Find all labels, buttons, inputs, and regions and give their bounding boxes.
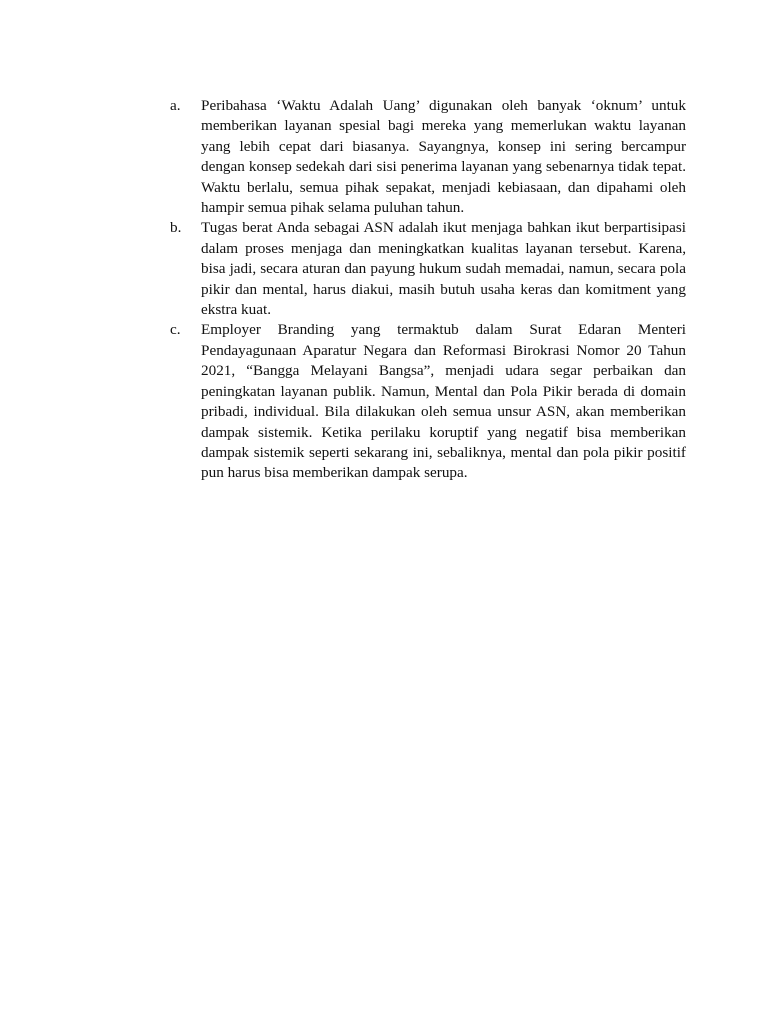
list-marker: c. xyxy=(170,321,181,339)
paragraph-text: Tugas berat Anda sebagai ASN adalah ikut menjaga bahkan ikut berpartisipasi dalam proses menjaga dan meningkatkan kualitas layanan tersebut. Karena, bisa jadi, secara aturan dan payung hukum sudah memadai, namun, secara pola pikir dan mental, harus diakui, masih butuh usaha keras dan komitment yang ekstra kuat. xyxy=(201,219,686,319)
list-item-a xyxy=(170,96,686,218)
list-item-c xyxy=(170,320,686,483)
list-marker: b. xyxy=(170,219,182,237)
lettered-list xyxy=(170,96,686,484)
paragraph-text: Employer Branding yang termaktub dalam Surat Edaran Menteri Pendayagunaan Aparatur Negara dan Reformasi Birokrasi Nomor 20 Tahun 2021, “Bangga Melayani Bangsa”, menjadi udara segar perbaikan dan peningkatan layanan publik. Namun, Mental dan Pola Pikir berada di domain pribadi, individual. Bila dilakukan oleh semua unsur ASN, akan memberikan dampak sistemik. Ketika perilaku koruptif yang negatif bisa memberikan dampak sistemik seperti sekarang ini, sebaliknya, mental dan pola pikir positif pun harus bisa memberikan dampak serupa. xyxy=(201,321,686,482)
list-item-b xyxy=(170,218,686,320)
paragraph-text: Peribahasa ‘Waktu Adalah Uang’ digunakan oleh banyak ‘oknum’ untuk memberikan layanan spesial bagi mereka yang memerlukan waktu layanan yang lebih cepat dari biasanya. Sayangnya, konsep ini sering bercampur dengan konsep sedekah dari sisi penerima layanan yang sebenarnya tidak tepat. Waktu berlalu, semua pihak sepakat, menjadi kebiasaan, dan dipahami oleh hampir semua pihak selama puluhan tahun. xyxy=(201,97,686,217)
list-marker: a. xyxy=(170,97,181,114)
